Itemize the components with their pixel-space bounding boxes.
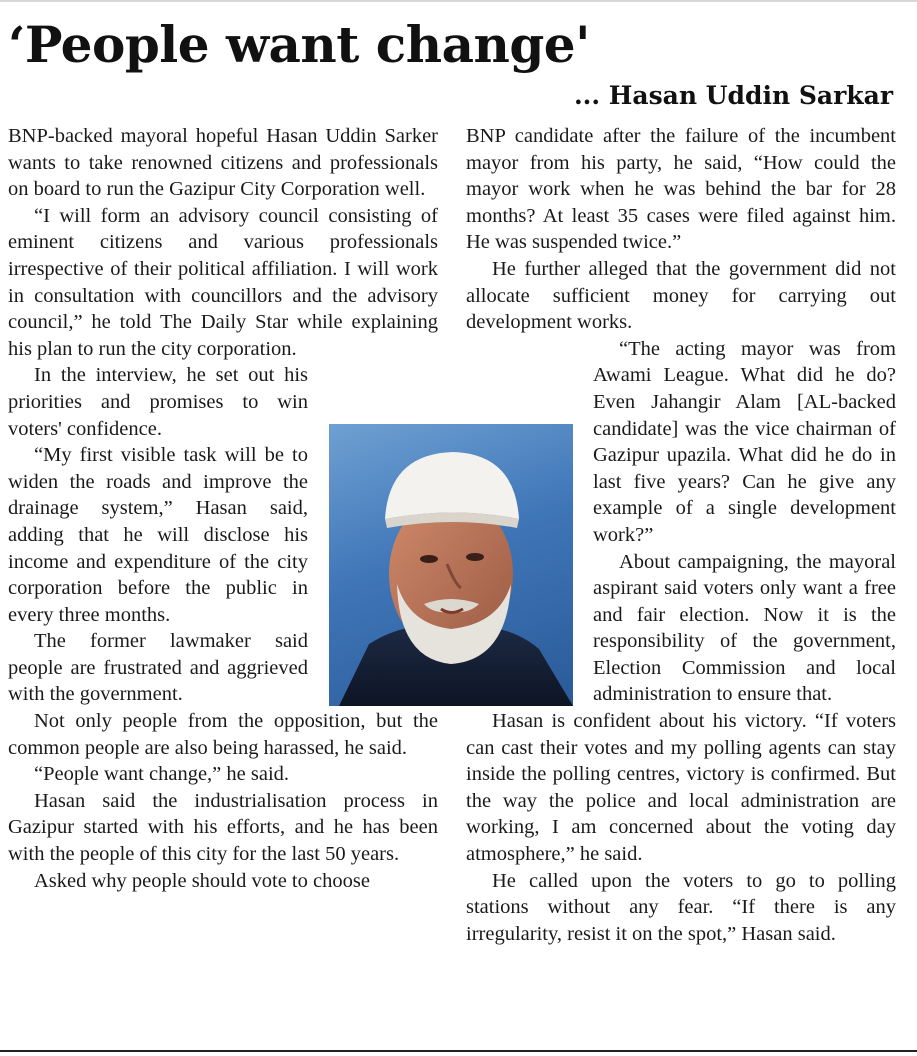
paragraph: Asked why people should vote to choose (34, 869, 370, 892)
paragraph: In the interview, he set out his priorities and promises to win voters' confidence. (8, 364, 308, 440)
paragraph: “My first visible task will be to widen the roads and improve the drainage system,” Hasan said, adding that he will disclose his income and expenditure of the city corporation before the public in every three months. (8, 444, 308, 626)
paragraph: BNP-backed mayoral hopeful Hasan Uddin Sarker wants to take renowned citizens and professionals on board to run the Gazipur City Corporation well. (8, 125, 438, 201)
bottom-rule (0, 1050, 917, 1052)
top-rule (0, 0, 917, 2)
paragraph: The former lawmaker said people are frustrated and aggrieved with the government. (8, 630, 308, 706)
portrait-illustration (329, 424, 573, 706)
paragraph: About campaigning, the mayoral aspirant said voters only want a free and fair election. Now it is the responsibility of the government, Election Commission and local administration to ensure that. (593, 550, 896, 706)
paragraph: “The acting mayor was from Awami League. What did he do? Even Jahangir Alam [AL-backed candidate] was the vice chairman of Gazipur upazila. What did he do in last five years? Can he give any example of a single development work?” (593, 337, 896, 546)
byline: ... Hasan Uddin Sarkar (573, 81, 893, 110)
paragraph: Hasan is confident about his victory. “If voters can cast their votes and my polling agents can stay inside the polling centres, victory is confirmed. But the way the police and local administration are working, I am concerned about the voting day atmosphere,” he said. (466, 710, 896, 866)
paragraph: BNP candidate after the failure of the incumbent mayor from his party, he said, “How could the mayor work when he was behind the bar for 28 months? At least 35 cases were filed against him. He was suspended twice.” (466, 125, 896, 254)
paragraph: Not only people from the opposition, but the common people are also being harassed, he said. (8, 710, 438, 759)
paragraph: “People want change,” he said. (34, 763, 290, 786)
paragraph: Hasan said the industrialisation process in Gazipur started with his efforts, and he has been with the people of this city for the last 50 years. (8, 789, 438, 866)
headline: ‘People want change' (8, 15, 590, 74)
paragraph: He called upon the voters to go to polling stations without any fear. “If there is any irregularity, resist it on the spot,” Hasan said. (466, 869, 896, 945)
paragraph: “I will form an advisory council consisting of eminent citizens and various professionals irrespective of their political affiliation. I will work in consultation with councillors and the advisory council,” he told The Daily Star while explaining his plan to run the city corporation. (8, 204, 438, 360)
portrait-photo (329, 424, 573, 706)
paragraph: He further alleged that the government did not allocate sufficient money for carrying out development works. (466, 257, 896, 334)
